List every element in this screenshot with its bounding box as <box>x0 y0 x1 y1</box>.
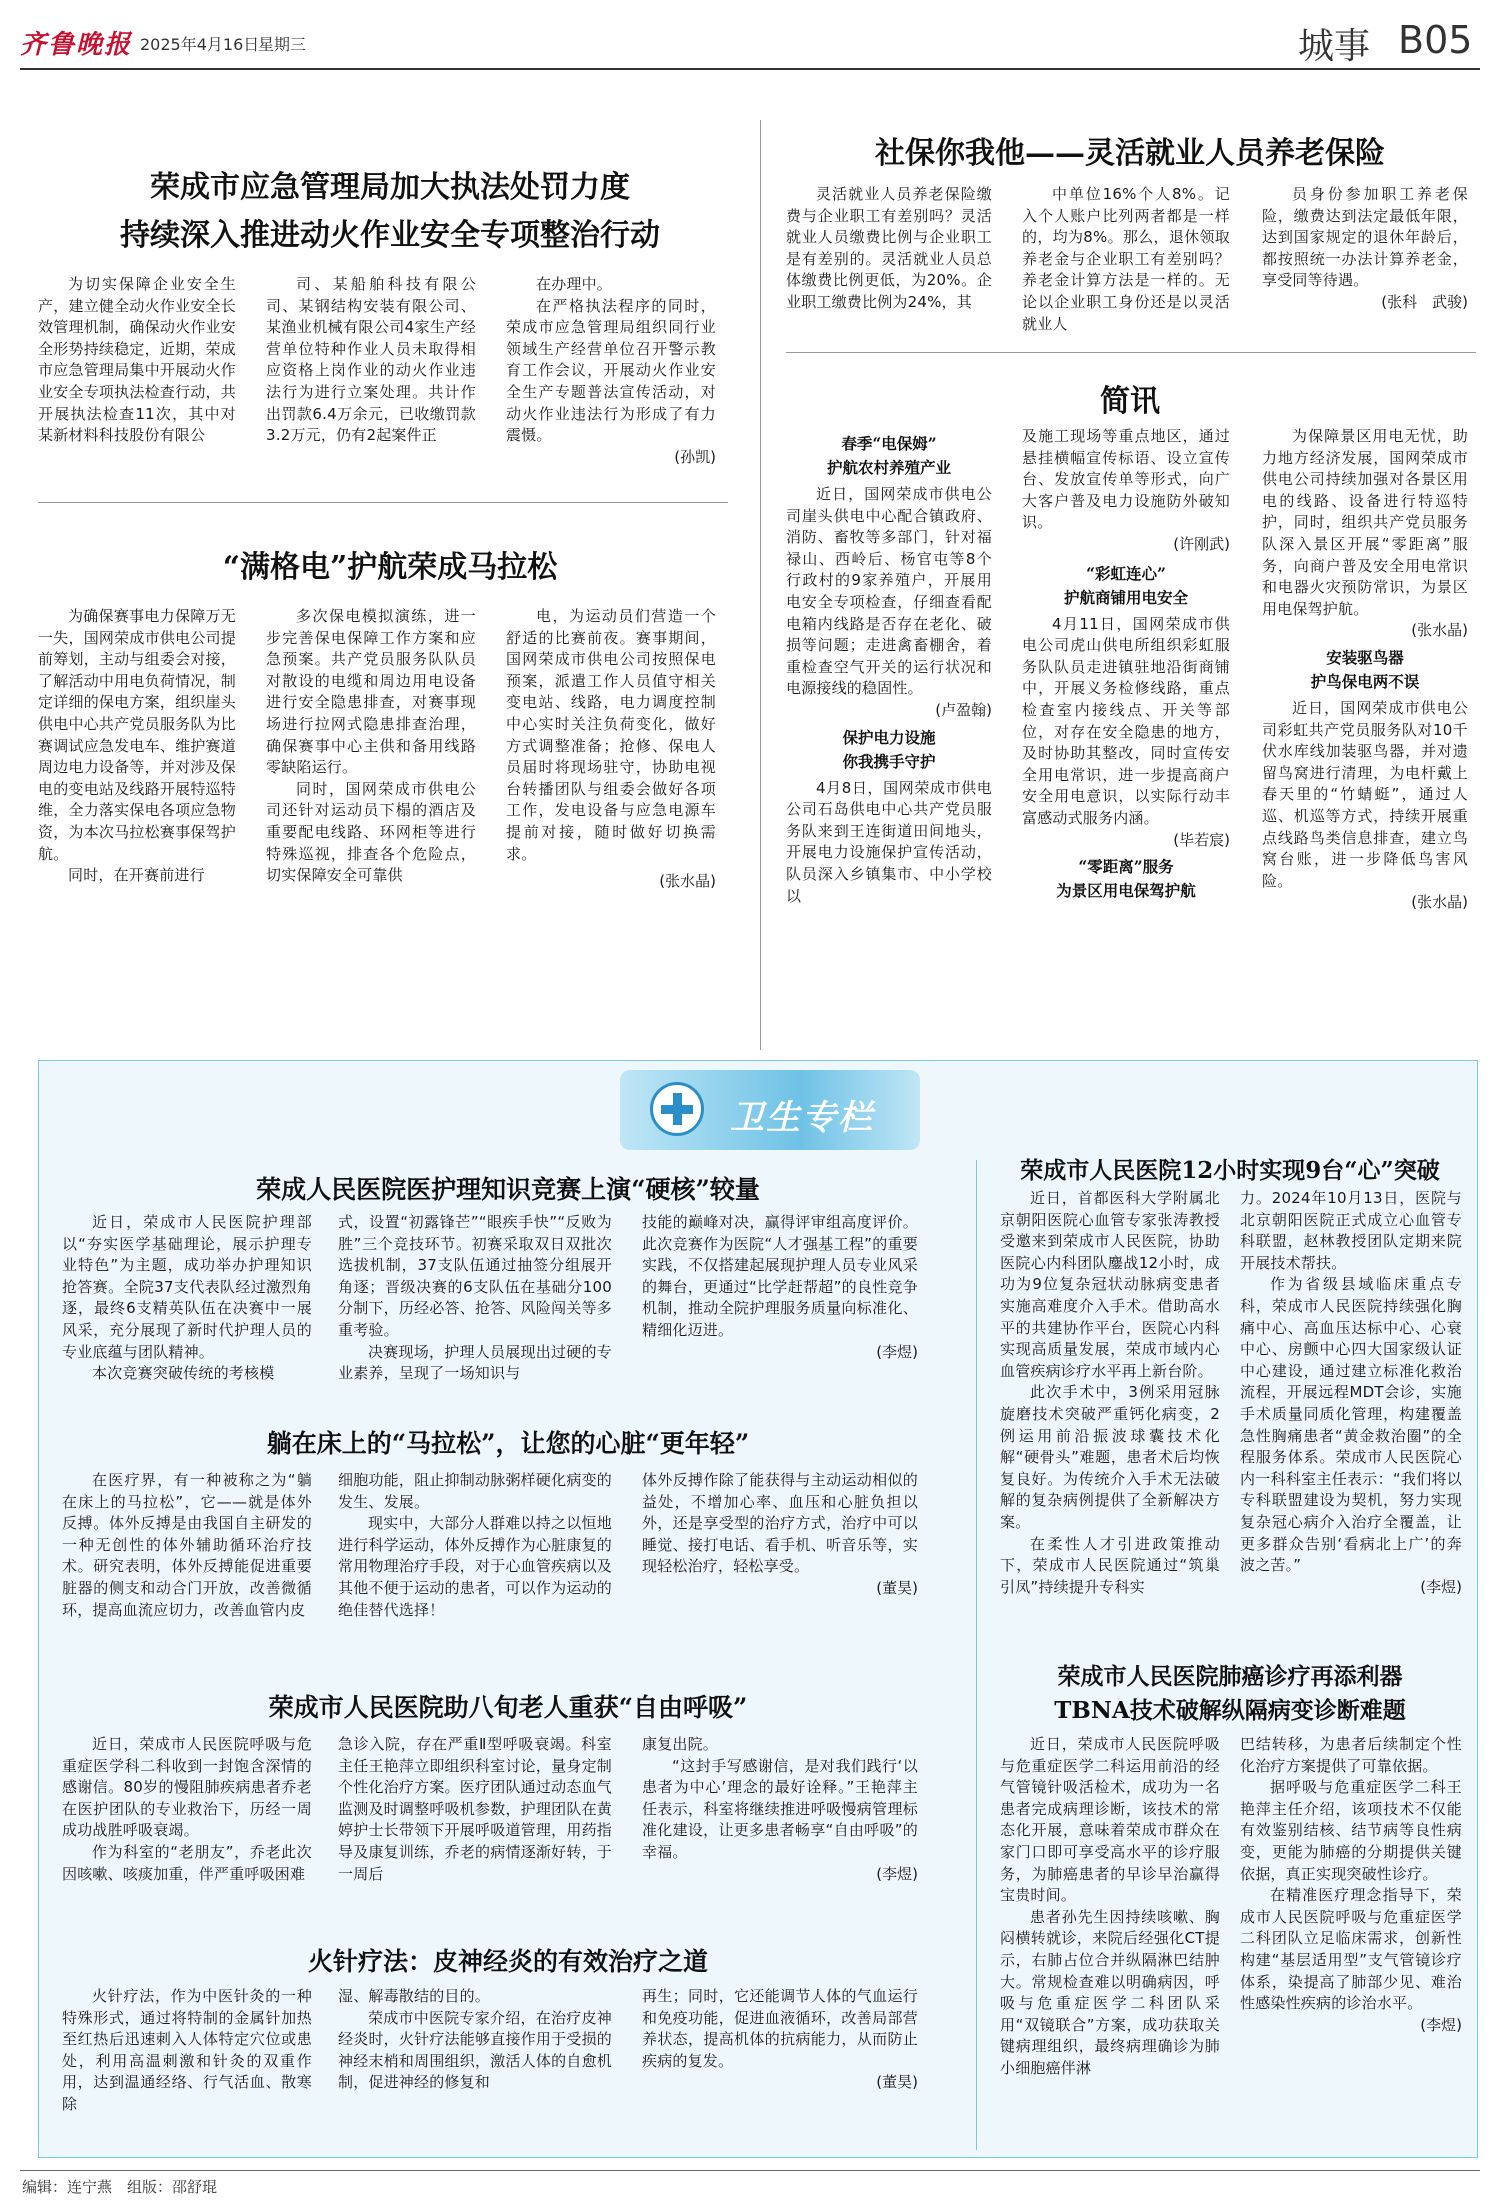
paragraph: 体外反搏作除了能获得与主动运动相似的益处，不增加心率、血压和心脏负担以外，还是享受型的治疗方式，治疗中可以睡觉、接打电话、看手机、听音乐等，实现轻松治疗，轻松享受。 <box>642 1471 918 1576</box>
brief-title: 安装驱鸟器 <box>1326 647 1404 667</box>
briefs-title: 简讯 <box>1100 384 1160 419</box>
article-subtitle: 持续深入推进动火作业安全专项整治行动 <box>120 218 660 253</box>
paragraph: 巴结转移，为患者后续制定个性化治疗方案提供了可靠依据。 <box>1240 1735 1462 1775</box>
article-column <box>266 606 476 887</box>
paragraph: 急诊入院，存在严重Ⅱ型呼吸衰竭。科室主任王艳萍立即组织科室讨论，量身定制个性化治疗方案。医疗团队通过动态血气监测及时调整呼吸机参数，护理团队在黄婷护士长带领下开展呼吸道管理，用药指导及康复训练，乔老的病情逐渐好转，于一周后 <box>338 1735 612 1883</box>
byline: (董昊) <box>876 1578 918 1597</box>
article-column <box>38 274 236 447</box>
paragraph: 再生；同时，它还能调节人体的气血运行和免疫功能，促进血液循环，改善局部营养状态，提高机体的抗病能力，从而防止疾病的复发。 <box>642 1987 918 2070</box>
brief-subtitle: 护航农村养殖产业 <box>826 458 951 477</box>
paragraph: 湿、解毒散结的目的。 <box>338 1987 491 2005</box>
paragraph: 同时，在开赛前进行 <box>68 866 205 885</box>
paragraph: 近日，首都医科大学附属北京朝阳医院心血管专家张涛教授受邀来到荣成市人民医院，协助医院心内科团队鏖战12小时，成功为9位复杂冠状动脉病变患者实施高难度介入手术。借助高水平的共建协作平台，医院心内科实现高质量发展，荣成市域内心血管疾病诊疗水平再上新台阶。 <box>1000 1189 1220 1380</box>
paragraph: 康复出院。 <box>642 1735 719 1753</box>
byline: (李煜) <box>1420 2015 1462 2034</box>
brief-title: 春季“电保姆” <box>841 434 937 453</box>
article-title: 荣成人民医院医护理知识竞赛上演“硬核”较量 <box>256 1175 760 1204</box>
brief-subtitle: 为景区用电保驾护航 <box>1056 881 1196 901</box>
brief-column <box>786 432 992 907</box>
article-column <box>506 606 716 893</box>
vertical-divider <box>760 120 761 1050</box>
paragraph: 荣成市中医院专家介绍，在治疗皮神经炎时，火针疗法能够直接作用于受损的神经末梢和周围组织，激活人体的自愈机制，促进神经的修复和 <box>338 2008 612 2092</box>
paragraph: 在精准医疗理念指导下，荣成市人民医院呼吸与危重症医学二科团队立足临床需求，创新性构建“基层适用型”支气管镜诊疗体系，染提高了肺部少见、难治性感染性疾病的诊治水平。 <box>1240 1886 1462 2013</box>
paragraph: 在严格执法程序的同时，荣成市应急管理局组织同行业领域生产经营单位召开警示教育工作会议，开展动火作业安全生产专题普法宣传活动，对动火作业违法行为形成了有力震慑。 <box>506 296 716 445</box>
brief-column <box>1022 426 1230 903</box>
issue-date: 2025年4月16日 <box>140 35 260 54</box>
health-banner-title: 卫生专栏 <box>730 1098 874 1138</box>
article-column <box>642 1470 918 1600</box>
paragraph: 现实中，大部分人群难以持之以恒地进行科学运动，体外反搏作为心脏康复的常用物理治疗手段，对于心血管疾病以及其他不便于运动的患者，可以作为运动的绝佳替代选择！ <box>338 1514 612 1619</box>
paragraph: 4月11日，国网荣成市供电公司虎山供电所组织彩虹服务队队员走进镇驻地沿街商铺中，开展义务检修线路，重点检查室内接线点、开关等部位，对存在安全隐患的地方，及时协助其整改，同时宣传安全用电常识，进一步提高商户安全用电意识，以实际行动丰富感动式服务内涵。 <box>1022 614 1230 827</box>
byline: (毕若宸) <box>1173 830 1230 849</box>
paragraph: 近日，国网荣成市供电公司彩虹共产党员服务队对10千伏水库线加装驱鸟器，并对遗留鸟窝进行清理，为电杆戴上春天里的“竹蜻蜓”，通过人巡、机巡等方式，持续开展重点线路鸟类信息排查，建立鸟窝台账，进一步降低鸟害风险。 <box>1262 698 1468 890</box>
article-column <box>642 1986 918 2094</box>
paragraph: 式，设置“初露锋芒”“眼疾手快”“反败为胜”三个竞技环节。初赛采取双日双批次选拔机制，37支队伍通过抽签分组展开角逐；晋级决赛的6支队伍在基础分100分制下，历经必答、抢答、风险闯关等多重考验。 <box>338 1213 612 1339</box>
editor-credit: 编辑：连宁燕 组版：邵舒琨 <box>22 2178 218 2196</box>
article-column <box>338 1470 612 1621</box>
section-name: 城事 <box>1298 26 1371 67</box>
article-column <box>1262 184 1468 314</box>
paragraph: 近日，荣成市人民医院呼吸与危重症医学二科运用前沿的经气管镜针吸活检术，成功为一名患者完成病理诊断，该技术的常态化开展，意味着荣成市群众在家门口即可享受高水平的诊疗服务，为肺癌患者的早诊早治赢得宝贵时间。 <box>1000 1735 1220 1905</box>
paragraph: 本次竞赛突破传统的考核模 <box>92 1364 275 1383</box>
article-column <box>786 184 992 314</box>
paragraph: 近日，荣成市人民医院呼吸与危重症医学科二科收到一封饱含深情的感谢信。80岁的慢阻肺疾病患者乔老在医护团队的专业救治下，历经一周成功战胜呼吸衰竭。 <box>62 1735 312 1840</box>
paragraph: 技能的巅峰对决，赢得评审组高度评价。此次竞赛作为医院“人才强基工程”的重要实践，不仅搭建起展现护理人员专业风采的舞台，更通过“比学赶帮超”的良性竞争机制，推动全院护理服务质量向标准化、精细化迈进。 <box>642 1213 918 1339</box>
vertical-divider <box>976 1160 977 2150</box>
paragraph: 电，为运动员们营造一个舒适的比赛前夜。赛事期间，国网荣成市供电公司按照保电预案，派遣工作人员值守相关变电站、线路，电力调度控制中心实时关注负荷变化，做好方式调整准备；抢修、保电人员届时将现场驻守，协助电视台转播团队与组委会做好各项工作，发电设备与应急电源车提前对接，随时做好切换需求。 <box>506 607 716 863</box>
article-column <box>506 274 716 468</box>
paragraph: 决赛现场，护理人员展现出过硬的专业素养，呈现了一场知识与 <box>338 1342 612 1383</box>
article-column <box>338 1212 612 1385</box>
paragraph: “这封手写感谢信，是对我们践行‘以患者为中心’理念的最好诠释。”王艳萍主任表示，科室将继续推进呼吸慢病管理标准化建设，让更多患者畅享“自由呼吸”的幸福。 <box>642 1756 918 1861</box>
article-column <box>62 1986 312 2116</box>
byline: (张水晶) <box>659 872 716 891</box>
article-title: 荣成市人民医院肺癌诊疗再添利器 <box>1057 1663 1403 1690</box>
paragraph: 司、某船舶科技有限公司、某钢结构安装有限公司、某渔业机械有限公司4家生产经营单位特种作业人员未取得相应资格上岗作业的动火作业违法行为进行立案处理。共计作出罚款6.4万余元，已收缴罚款3.2万元，仍有2起案件正 <box>266 275 476 445</box>
paragraph: 在柔性人才引进政策推动下，荣成市人民医院通过“筑巢引凤”持续提升专科实 <box>1000 1534 1220 1596</box>
paragraph: 灵活就业人员养老保险缴费与企业职工有差别吗？灵活就业人员缴费比例与企业职工是有差别的。灵活就业人员总体缴费比例更低，为20%。企业职工缴费比例为24%，其 <box>786 185 992 311</box>
masthead <box>0 0 1500 66</box>
paragraph: 4月8日，国网荣成市供电公司石岛供电中心共产党员服务队来到王连街道田间地头，开展电力设施保护宣传活动，队员深入乡镇集市、中小学校以 <box>786 778 992 905</box>
article-column <box>1240 1734 1462 2036</box>
article-title: 社保你我他——灵活就业人员养老保险 <box>875 136 1385 171</box>
paragraph: 据呼吸与危重症医学二科王艳萍主任介绍，该项技术不仅能有效鉴别结核、结节病等良性病变，更能为肺癌的分期提供关键依据，真正实现突破性诊疗。 <box>1240 1778 1462 1883</box>
paragraph: 为切实保障企业安全生产，建立健全动火作业安全长效管理机制，确保动火作业安全形势持续稳定，近期，荣成市应急管理局集中开展动火作业安全专项执法检查行动，共开展执法检查11次，其中对某新材料科技股份有限公 <box>38 275 236 445</box>
issue-weekday: 星期三 <box>258 35 307 54</box>
brief-title: “彩虹连心” <box>1086 563 1166 583</box>
article-column <box>338 1734 612 1885</box>
byline: (张水晶) <box>1411 621 1468 640</box>
byline: (李煜) <box>876 1864 918 1883</box>
paragraph: 中单位16%个人8%。记入个人账户比列两者都是一样的，均为8%。那么，退休领取养老金与企业职工有差别吗？养老金计算方法是一样的。无论以企业职工身份还是以灵活就业人 <box>1022 185 1230 333</box>
article-column <box>642 1212 918 1363</box>
paragraph: 近日，荣成市人民医院护理部以“夯实医学基础理论，展示护理专业特色”为主题，成功举办护理知识抢答赛。全院37支代表队经过激烈角逐，最终6支精英队伍在决赛中一展风采，充分展现了新时代护理人员的专业底蕴与团队精神。 <box>62 1213 312 1361</box>
article-column <box>266 274 476 447</box>
article-column <box>642 1734 918 1885</box>
paragraph: 近日，国网荣成市供电公司崖头供电中心配合镇政府、消防、畜牧等多部门，针对福禄山、西岭后、杨官屯等8个行政村的9家养殖户，开展用电安全专项检查，仔细查看配电箱内线路是否存在老化、破损等问题；走进禽畜棚舍，着重检查空气开关的运行状况和电源接线的稳固性。 <box>786 485 992 698</box>
paragraph: 火针疗法，作为中医针灸的一种特殊形式，通过将特制的金属针加热至红热后迅速刺入人体特定穴位或患处，利用高温刺激和针灸的双重作用，达到温通经络、行气活血、散寒除 <box>62 1987 312 2113</box>
brief-column <box>1262 426 1468 914</box>
article-column <box>62 1212 312 1385</box>
article-column <box>62 1734 312 1885</box>
article-column <box>1022 184 1230 335</box>
article-title: 荣成市应急管理局加大执法处罚力度 <box>150 170 630 205</box>
byline: (张科 武骏) <box>1381 292 1468 311</box>
brief-subtitle: 护航商铺用电安全 <box>1063 587 1188 607</box>
paragraph: 及施工现场等重点地区，通过悬挂横幅宣传标语、设立宣传台、发放宣传单等形式，向广大客户普及电力设施防外破知识。 <box>1022 427 1230 532</box>
byline: (李煜) <box>876 1342 918 1361</box>
paragraph: 患者孙先生因持续咳嗽、胸闷横转就诊，来院后经强化CT提示，右肺占位合并纵隔淋巴结肿大。常规检查难以明确病因，呼吸与危重症医学二科团队采用“双镜联合”方案，成功获取关键病理组织，最终病理确诊为肺小细胞癌伴淋 <box>1000 1907 1220 2077</box>
paragraph: 细胞功能，阻止抑制动脉粥样硬化病变的发生、发展。 <box>338 1471 612 1511</box>
article-column <box>1240 1188 1462 1598</box>
paragraph: 多次保电模拟演练，进一步完善保电保障工作方案和应急预案。共产党员服务队队员对散设的电缆和周边用电设备进行安全隐患排查，对赛事现场进行拉网式隐患排查治理，确保赛事中心主供和备用线路零缺陷运行。 <box>266 607 476 777</box>
article-column <box>1000 1188 1220 1598</box>
brief-title: “零距离”服务 <box>1078 857 1174 877</box>
byline: (卢盈翰) <box>935 700 992 719</box>
paragraph: 员身份参加职工养老保险，缴费达到法定最低年限，达到国家规定的退休年龄后，都按照统一办法计算养老金，享受同等待遇。 <box>1262 185 1468 290</box>
brief-subtitle: 护鸟保电两不误 <box>1310 671 1420 691</box>
masthead-rule <box>20 68 1480 70</box>
byline: (董昊) <box>876 2073 918 2092</box>
byline: (孙凯) <box>674 447 716 466</box>
divider <box>786 352 1476 353</box>
byline: (张水晶) <box>1411 893 1468 912</box>
article-column <box>338 1986 612 2094</box>
article-title: “满格电”护航荣成马拉松 <box>222 550 558 585</box>
paragraph: 为确保赛事电力保障万无一失，国网荣成市供电公司提前筹划，主动与组委会对接，了解活动中用电负荷情况，制定详细的保电方案，组织崖头供电中心共产党员服务队为比赛调试应急发电车、维护赛道周边电力设备等，并对涉及保电的变电站及线路开展特巡特维，全力落实保电各项应急物资，为本次马拉松赛事保驾护航。 <box>38 607 236 863</box>
article-column <box>1000 1734 1220 2080</box>
footer-rule <box>20 2170 1480 2171</box>
paragraph: 作为省级县域临床重点专科，荣成市人民医院持续强化胸痛中心、高血压达标中心、心衰中心、房颤中心四大国家级认证中心建设，通过建立标准化救治流程，开展远程MDT会诊，实施手术质量同质化管理，构建覆盖急性胸痛患者“黄金救治圈”的全程服务体系。荣成市人民医院心内一科科室主任表示：“我们将以专科联盟建设为契机，努力实现复杂冠心病介入治疗全覆盖，让更多群众告别‘看病北上广’的奔波之苦。” <box>1240 1275 1462 1575</box>
paragraph: 作为科室的“老朋友”，乔老此次因咳嗽、咳痰加重，伴严重呼吸困难 <box>62 1842 312 1883</box>
paragraph: 力。2024年10月13日，医院与北京朝阳医院正式成立心血管专科联盟，赵林教授团队定期来院开展技术帮扶。 <box>1240 1189 1462 1272</box>
paragraph: 为保障景区用电无忧，助力地方经济发展，国网荣成市供电公司持续加强对各景区用电的线路、设备进行特巡特护，同时，组织共产党员服务队深入景区开展“零距离”服务，向商户普及安全用电常识和电器火灾预防常识，为景区用电保驾护航。 <box>1262 427 1468 618</box>
brief-title: 保护电力设施 <box>842 727 936 747</box>
article-column <box>62 1470 312 1621</box>
paragraph: 在医疗界，有一种被称之为“躺在床上的马拉松”，它——就是体外反搏。体外反搏是由我国自主研发的一种无创性的体外辅助循环治疗技术。研究表明，体外反搏能促进重要脏器的侧支和动合门开放，改善微循环，提高血流应切力，改善血管内皮 <box>62 1471 312 1619</box>
article-column <box>38 606 236 887</box>
article-title: 躺在床上的“马拉松”，让您的心脏“更年轻” <box>266 1429 750 1458</box>
paragraph: 同时，国网荣成市供电公司还针对运动员下榻的酒店及重要配电线路、环网柜等进行特殊巡视，排查各个危险点，切实保障安全可靠供 <box>266 779 476 885</box>
paragraph: 在办理中。 <box>536 275 613 293</box>
paragraph: 此次手术中，3例采用冠脉旋磨技术突破严重钙化病变，2例运用前沿振波球囊技术化解“硬骨头”难题，患者术后均恢复良好。为传统介入手术无法破解的复杂病例提供了全新解决方案。 <box>1000 1383 1220 1531</box>
article-title: 荣成市人民医院12小时实现9台“心”突破 <box>1020 1157 1440 1184</box>
newspaper-logo: 齐鲁晚报 <box>20 30 133 60</box>
divider <box>38 502 728 503</box>
article-title: 火针疗法：皮神经炎的有效治疗之道 <box>307 1947 708 1976</box>
medical-cross-icon <box>650 1082 704 1136</box>
byline: (许刚武) <box>1173 534 1230 553</box>
health-banner <box>620 1070 920 1150</box>
article-subtitle: TBNA技术破解纵隔病变诊断难题 <box>1054 1697 1406 1724</box>
page-number: B05 <box>1398 18 1473 62</box>
article-title: 荣成市人民医院助八旬老人重获“自由呼吸” <box>268 1693 748 1722</box>
brief-subtitle: 你我携手守护 <box>842 751 936 771</box>
byline: (李煜) <box>1420 1577 1462 1596</box>
